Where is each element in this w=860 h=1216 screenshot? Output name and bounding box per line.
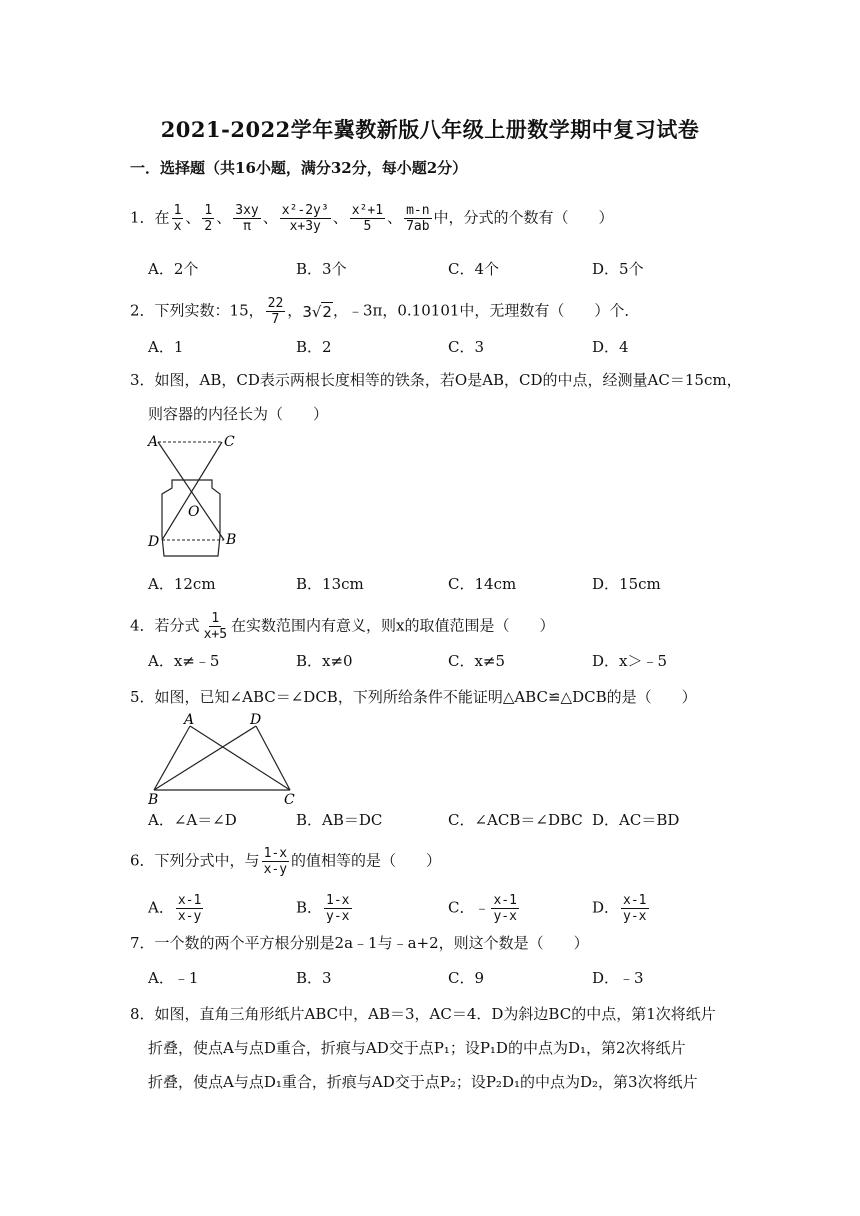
question-4: 4．若分式 $\frac{1}{x+5}$ 在实数范围内有意义，则x的取值范围是（ ） — [130, 611, 555, 642]
question-8-line-2: 折叠，使点A与点D重合，折痕与AD交于点P₁；设P₁D的中点为D₁，第2次将纸片 — [148, 1039, 686, 1057]
option-b[interactable]: B．3个 — [296, 260, 347, 278]
label-a: A — [184, 712, 195, 728]
label-o: O — [188, 504, 200, 520]
question-text: 在实数范围内有意义，则x的取值范围是（ ） — [231, 616, 555, 635]
question-8-line-1: 8．如图，直角三角形纸片ABC中，AB＝3，AC＝4．D为斜边BC的中点，第1次将纸片 — [130, 1005, 716, 1023]
option-a[interactable]: A．1 — [148, 338, 184, 356]
label-b: B — [148, 792, 159, 805]
square-root: 3√2 — [302, 302, 332, 321]
option-d[interactable]: D．15cm — [592, 575, 661, 593]
label-a: A — [148, 434, 159, 450]
options-2 — [148, 336, 748, 358]
section-heading: 一．选择题（共16小题，满分32分，每小题2分） — [130, 159, 468, 177]
fraction: $\frac{1-x}{x-y}$ — [263, 846, 288, 877]
option-c[interactable]: C．4个 — [448, 260, 500, 278]
fraction: $\frac{1}{x}$ — [173, 203, 182, 234]
option-c[interactable]: C．3 — [448, 338, 485, 356]
question-number: 1． — [130, 208, 155, 227]
option-c[interactable]: C．9 — [448, 969, 485, 987]
option-a[interactable]: A．﹣1 — [148, 969, 199, 987]
question-text: ，﹣3π，0.10101中，无理数有（ ）个． — [332, 301, 640, 320]
question-5: 5．如图，已知∠ABC＝∠DCB，下列所给条件不能证明△ABC≌△DCB的是（ ） — [130, 688, 697, 706]
options-7 — [148, 967, 748, 989]
question-1: 1．在 $\frac{1}{x}$ 、 $\frac{1}{2}$ 、 $\frac{3xy}{\pi}$ 、 $\frac{\text{x²-2y³}}{x+3y}$ 、 $\frac{\text{x²+1}}{5}$ 、 $\frac{m-n}{7ab}$ 中，分式的个数有（ ） — [130, 203, 614, 234]
option-a[interactable]: A．x≠﹣5 — [148, 652, 220, 670]
fraction: $\frac{m-n}{7ab}$ — [406, 203, 430, 234]
question-7: 7．一个数的两个平方根分别是2a﹣1与﹣a+2，则这个数是（ ） — [130, 934, 589, 952]
option-a[interactable]: A．12cm — [148, 575, 216, 593]
fraction: $\frac{1}{x+5}$ — [203, 611, 228, 642]
fraction: $\frac{1}{2}$ — [204, 203, 213, 234]
triangles-figure — [140, 710, 310, 805]
option-b[interactable]: B． $\frac{1-x}{y-x}$ — [296, 893, 350, 924]
question-3-line-1: 3．如图，AB，CD表示两根长度相等的铁条，若O是AB，CD的中点，经测量AC＝15cm， — [130, 371, 742, 389]
option-b[interactable]: B．x≠0 — [296, 652, 353, 670]
option-b[interactable]: B．2 — [296, 338, 332, 356]
question-6: 6．下列分式中，与 $\frac{1-x}{x-y}$ 的值相等的是（ ） — [130, 846, 442, 877]
question-text: 的值相等的是（ ） — [291, 851, 442, 870]
fraction: $\frac{\text{x²-2y³}}{x+3y}$ — [281, 203, 329, 234]
option-c[interactable]: C．x≠5 — [448, 652, 506, 670]
label-b: B — [226, 532, 237, 548]
option-c[interactable]: C．﹣ $\frac{x-1}{y-x}$ — [448, 893, 517, 924]
question-text: 在 — [154, 208, 170, 227]
question-2: 2．下列实数：15， $\frac{22}{7}$ ，3√2，﹣3π，0.10101中，无理数有（ ）个． — [130, 296, 640, 327]
option-a[interactable]: A．∠A＝∠D — [148, 811, 237, 829]
page-title: 2021-2022学年冀教新版八年级上册数学期中复习试卷 — [160, 117, 700, 142]
question-text: 下列实数：15， — [154, 301, 264, 320]
option-a[interactable]: A．2个 — [148, 260, 199, 278]
question-3-line-2: 则容器的内径长为（ ） — [148, 405, 329, 423]
fraction: $\frac{3xy}{\pi}$ — [235, 203, 259, 234]
options-6 — [148, 893, 748, 929]
fraction: $\frac{22}{7}$ — [267, 296, 284, 327]
question-text: 下列分式中，与 — [154, 851, 260, 870]
question-text: 若分式 — [154, 616, 200, 635]
container-figure — [140, 428, 250, 568]
option-d[interactable]: D． $\frac{x-1}{y-x}$ — [592, 893, 647, 924]
option-b[interactable]: B．3 — [296, 969, 332, 987]
options-5 — [148, 809, 748, 831]
option-b[interactable]: B．13cm — [296, 575, 364, 593]
option-d[interactable]: D．5个 — [592, 260, 644, 278]
question-8-line-3: 折叠，使点A与点D₁重合，折痕与AD交于点P₂；设P₂D₁的中点为D₂，第3次将纸片 — [148, 1073, 698, 1091]
option-b[interactable]: B．AB＝DC — [296, 811, 383, 829]
option-d[interactable]: D．4 — [592, 338, 629, 356]
options-1 — [148, 258, 748, 280]
label-d: D — [148, 534, 160, 550]
fraction: $\frac{\text{x²+1}}{5}$ — [351, 203, 384, 234]
label-c: C — [284, 792, 295, 805]
option-a[interactable]: A． $\frac{x-1}{x-y}$ — [148, 893, 202, 924]
option-c[interactable]: C．∠ACB＝∠DBC — [448, 811, 583, 829]
option-d[interactable]: D．﹣3 — [592, 969, 644, 987]
label-c: C — [224, 434, 235, 450]
option-d[interactable]: D．x＞﹣5 — [592, 652, 668, 670]
label-d: D — [250, 712, 262, 728]
options-3 — [148, 573, 748, 595]
question-text: 中，分式的个数有（ ） — [433, 208, 614, 227]
options-4 — [148, 650, 748, 672]
option-c[interactable]: C．14cm — [448, 575, 517, 593]
option-d[interactable]: D．AC＝BD — [592, 811, 680, 829]
